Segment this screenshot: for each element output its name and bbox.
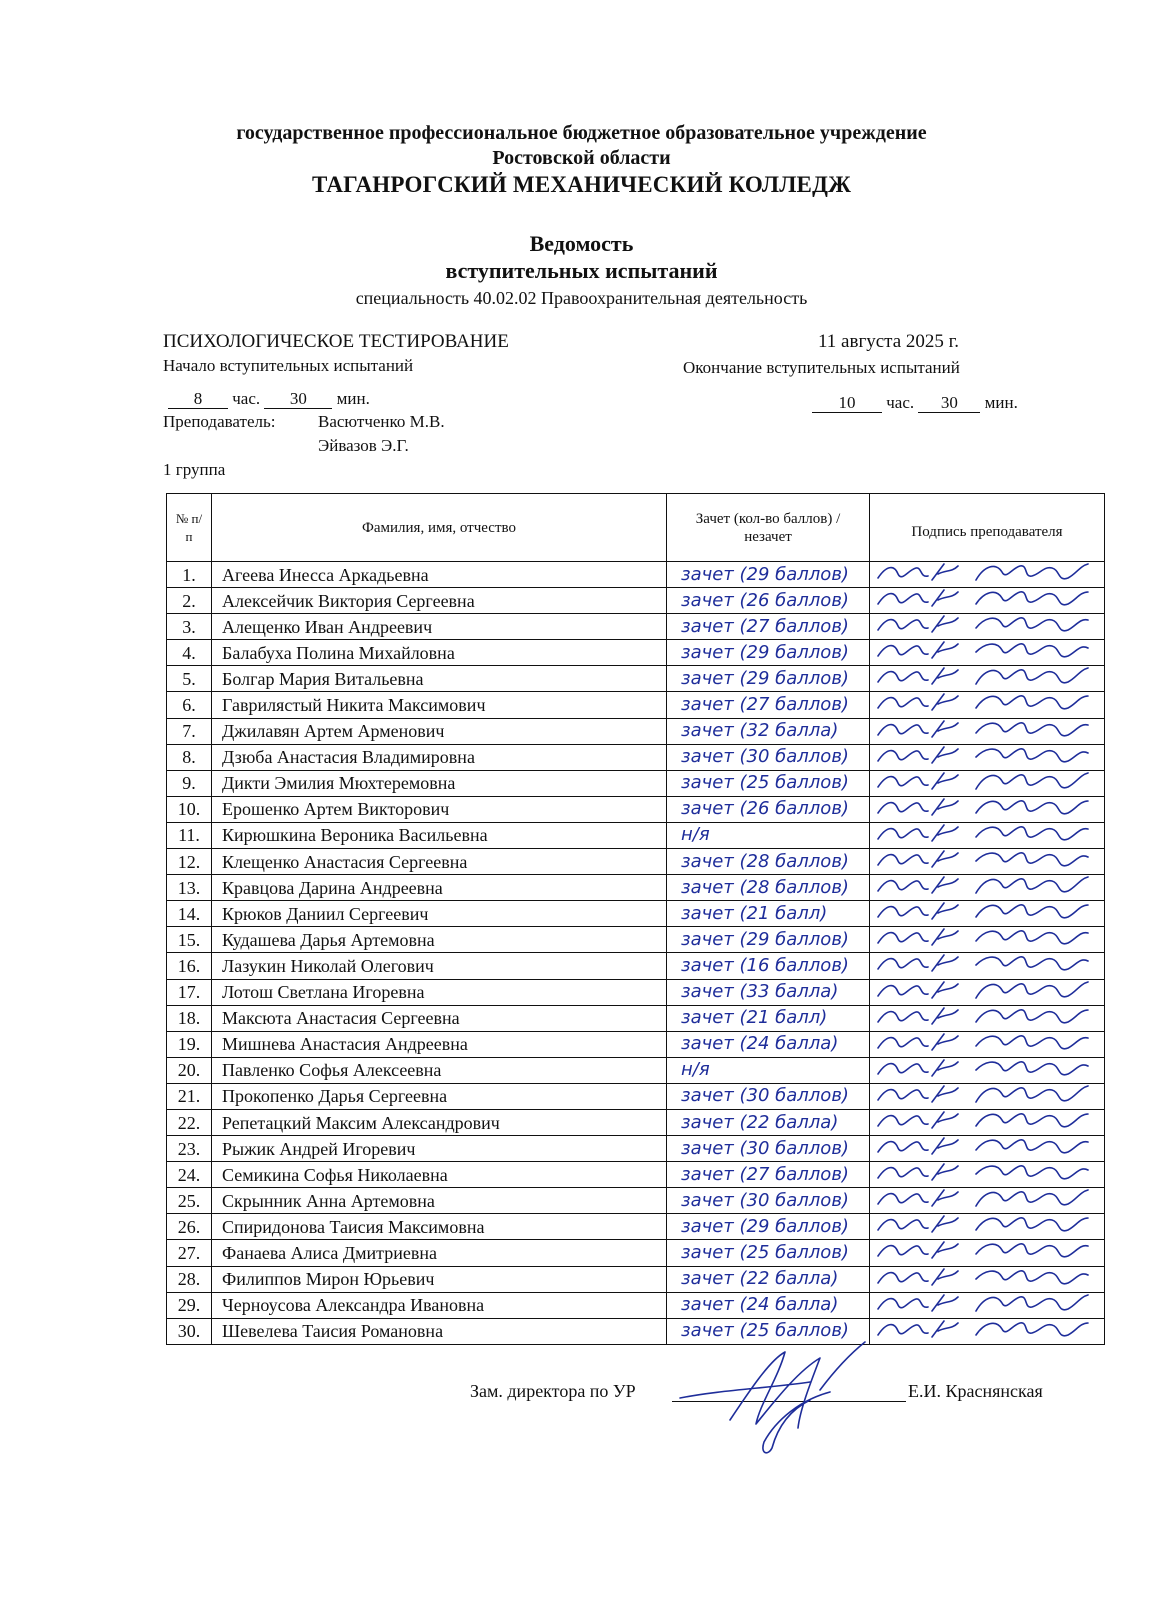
table-row	[167, 666, 1105, 692]
row-number: 1.	[167, 562, 212, 588]
row-number: 18.	[167, 1005, 212, 1031]
start-hour: 8	[168, 390, 228, 409]
table-row	[167, 692, 1105, 718]
signature-scribble	[872, 795, 1102, 821]
teacher-signature	[870, 640, 1105, 666]
teacher-signature	[870, 1136, 1105, 1162]
student-name: Джилавян Артем Арменович	[212, 718, 667, 744]
signature-scribble	[872, 847, 1102, 873]
row-number: 28.	[167, 1266, 212, 1292]
result-handwritten: зачет (27 баллов)	[667, 614, 870, 640]
row-number: 14.	[167, 901, 212, 927]
signature-scribble	[872, 873, 1102, 899]
result-handwritten: зачет (21 балл)	[667, 901, 870, 927]
hour-label: час.	[232, 389, 261, 408]
teacher-signature	[870, 1240, 1105, 1266]
result-handwritten: зачет (28 баллов)	[667, 849, 870, 875]
col-header-signature: Подпись преподавателя	[870, 494, 1105, 562]
row-number: 23.	[167, 1136, 212, 1162]
table-row	[167, 744, 1105, 770]
student-name: Семикина Софья Николаевна	[212, 1162, 667, 1188]
student-name: Кирюшкина Вероника Васильевна	[212, 822, 667, 848]
table-row	[167, 927, 1105, 953]
result-handwritten: зачет (32 балла)	[667, 718, 870, 744]
exam-date: 11 августа 2025 г.	[818, 331, 960, 352]
table-row	[167, 1031, 1105, 1057]
result-handwritten: зачет (33 балла)	[667, 979, 870, 1005]
row-number: 19.	[167, 1031, 212, 1057]
row-number: 8.	[167, 744, 212, 770]
result-handwritten: зачет (29 баллов)	[667, 666, 870, 692]
result-handwritten: зачет (29 баллов)	[667, 562, 870, 588]
teacher-signature	[870, 718, 1105, 744]
footer-position: Зам. директора по УР	[470, 1381, 636, 1401]
student-name: Мишнева Анастасия Андреевна	[212, 1031, 667, 1057]
exam-name: ПСИХОЛОГИЧЕСКОЕ ТЕСТИРОВАНИЕ	[163, 331, 509, 352]
row-number: 4.	[167, 640, 212, 666]
signature-scribble	[872, 664, 1102, 690]
row-number: 26.	[167, 1214, 212, 1240]
row-number: 3.	[167, 614, 212, 640]
student-name: Спиридонова Таисия Максимовна	[212, 1214, 667, 1240]
student-name: Клещенко Анастасия Сергеевна	[212, 849, 667, 875]
group-label: 1 группа	[163, 460, 226, 479]
row-number: 25.	[167, 1188, 212, 1214]
result-handwritten: зачет (29 баллов)	[667, 640, 870, 666]
end-minute: 30	[918, 394, 980, 413]
result-handwritten: зачет (24 балла)	[667, 1031, 870, 1057]
signature-scribble	[872, 1108, 1102, 1134]
teacher-signature	[870, 1188, 1105, 1214]
student-name: Лотош Светлана Игоревна	[212, 979, 667, 1005]
table-row	[167, 979, 1105, 1005]
table-row	[167, 614, 1105, 640]
table-row	[167, 1188, 1105, 1214]
signature-scribble	[872, 1134, 1102, 1160]
teacher-signature	[870, 1057, 1105, 1083]
row-number: 10.	[167, 796, 212, 822]
col-header-name: Фамилия, имя, отчество	[212, 494, 667, 562]
student-name: Дзюба Анастасия Владимировна	[212, 744, 667, 770]
table-row	[167, 1005, 1105, 1031]
row-number: 2.	[167, 588, 212, 614]
table-row	[167, 875, 1105, 901]
student-name: Гаврилястый Никита Максимович	[212, 692, 667, 718]
start-minute: 30	[264, 390, 332, 409]
row-number: 24.	[167, 1162, 212, 1188]
signature-scribble	[872, 612, 1102, 638]
teacher-signature	[870, 1083, 1105, 1109]
row-number: 22.	[167, 1109, 212, 1135]
result-handwritten: зачет (26 баллов)	[667, 796, 870, 822]
row-number: 6.	[167, 692, 212, 718]
student-name: Павленко Софья Алексеевна	[212, 1057, 667, 1083]
result-handwritten: зачет (30 баллов)	[667, 1083, 870, 1109]
signature-scribble	[872, 638, 1102, 664]
table-row	[167, 796, 1105, 822]
teacher-signature	[870, 1005, 1105, 1031]
table-row	[167, 1266, 1105, 1292]
student-name: Дикти Эмилия Мюхтеремовна	[212, 770, 667, 796]
row-number: 9.	[167, 770, 212, 796]
teacher-signature	[870, 770, 1105, 796]
row-number: 20.	[167, 1057, 212, 1083]
student-name: Скрынник Анна Артемовна	[212, 1188, 667, 1214]
institution-type: государственное профессиональное бюджетное образовательное учреждение	[236, 122, 927, 144]
teacher-signature	[870, 588, 1105, 614]
table-row	[167, 1318, 1105, 1344]
signature-scribble	[872, 1056, 1102, 1082]
row-number: 15.	[167, 927, 212, 953]
table-row	[167, 770, 1105, 796]
teacher-signature	[870, 822, 1105, 848]
teacher-signature	[870, 1031, 1105, 1057]
result-handwritten: зачет (21 балл)	[667, 1005, 870, 1031]
table-header-row	[167, 494, 1105, 562]
start-label: Начало вступительных испытаний	[163, 356, 414, 375]
teacher-signature	[870, 901, 1105, 927]
student-name: Алексейчик Виктория Сергеевна	[212, 588, 667, 614]
row-number: 16.	[167, 953, 212, 979]
row-number: 11.	[167, 822, 212, 848]
student-name: Максюта Анастасия Сергеевна	[212, 1005, 667, 1031]
teacher-signature	[870, 849, 1105, 875]
result-handwritten: зачет (16 баллов)	[667, 953, 870, 979]
result-handwritten: зачет (29 баллов)	[667, 1214, 870, 1240]
table-row	[167, 718, 1105, 744]
table-row	[167, 1292, 1105, 1318]
student-name: Лазукин Николай Олегович	[212, 953, 667, 979]
signature-scribble	[872, 690, 1102, 716]
result-handwritten: н/я	[667, 822, 870, 848]
teacher-label: Преподаватель:	[163, 412, 276, 431]
teacher-signature	[870, 1292, 1105, 1318]
table-row	[167, 1214, 1105, 1240]
student-name: Ерошенко Артем Викторович	[212, 796, 667, 822]
result-handwritten: зачет (25 баллов)	[667, 1240, 870, 1266]
college-name: ТАГАНРОГСКИЙ МЕХАНИЧЕСКИЙ КОЛЛЕДЖ	[311, 172, 852, 197]
student-name: Кравцова Дарина Андреевна	[212, 875, 667, 901]
signature-scribble	[872, 1317, 1102, 1343]
table-row	[167, 1057, 1105, 1083]
student-name: Шевелева Таисия Романовна	[212, 1318, 667, 1344]
signature-scribble	[872, 978, 1102, 1004]
student-name: Крюков Даниил Сергеевич	[212, 901, 667, 927]
table-row	[167, 1083, 1105, 1109]
signature-scribble	[872, 899, 1102, 925]
minute-label: мин.	[336, 389, 370, 408]
row-number: 29.	[167, 1292, 212, 1318]
table-row	[167, 1136, 1105, 1162]
signature-scribble	[872, 1160, 1102, 1186]
teacher-signature	[870, 979, 1105, 1005]
result-handwritten: зачет (25 баллов)	[667, 770, 870, 796]
result-handwritten: зачет (22 балла)	[667, 1109, 870, 1135]
teacher-signature	[870, 953, 1105, 979]
results-table	[166, 493, 1105, 1345]
signature-scribble	[872, 1082, 1102, 1108]
teacher-signature	[870, 1318, 1105, 1344]
row-number: 21.	[167, 1083, 212, 1109]
table-row	[167, 562, 1105, 588]
row-number: 17.	[167, 979, 212, 1005]
result-handwritten: зачет (24 балла)	[667, 1292, 870, 1318]
signature-scribble	[872, 951, 1102, 977]
specialty: специальность 40.02.02 Правоохранительная деятельность	[355, 288, 808, 308]
teacher-signature	[870, 927, 1105, 953]
teacher-signature	[870, 744, 1105, 770]
table-row	[167, 953, 1105, 979]
signature-scribble	[872, 586, 1102, 612]
teacher-2: Эйвазов Э.Г.	[318, 436, 409, 455]
col-header-result: Зачет (кол-во баллов) / незачет	[667, 494, 870, 562]
teacher-signature	[870, 1266, 1105, 1292]
student-name: Алещенко Иван Андреевич	[212, 614, 667, 640]
row-number: 7.	[167, 718, 212, 744]
teacher-signature	[870, 562, 1105, 588]
signature-scribble	[872, 821, 1102, 847]
student-name: Балабуха Полина Михайловна	[212, 640, 667, 666]
teacher-signature	[870, 1214, 1105, 1240]
row-number: 12.	[167, 849, 212, 875]
result-handwritten: зачет (28 баллов)	[667, 875, 870, 901]
table-row	[167, 849, 1105, 875]
table-row	[167, 901, 1105, 927]
institution-region: Ростовской области	[492, 147, 671, 169]
row-number: 5.	[167, 666, 212, 692]
table-row	[167, 640, 1105, 666]
signature-scribble	[872, 769, 1102, 795]
hour-label: час.	[886, 393, 915, 412]
result-handwritten: зачет (25 баллов)	[667, 1318, 870, 1344]
signature-scribble	[872, 1238, 1102, 1264]
teacher-signature	[870, 1162, 1105, 1188]
footer-signer: Е.И. Краснянская	[908, 1381, 1043, 1401]
signature-scribble	[872, 1212, 1102, 1238]
student-name: Агеева Инесса Аркадьевна	[212, 562, 667, 588]
student-name: Филиппов Мирон Юрьевич	[212, 1266, 667, 1292]
result-handwritten: зачет (30 баллов)	[667, 1136, 870, 1162]
document-title: Ведомость	[529, 231, 634, 256]
director-signature	[660, 1330, 900, 1460]
teacher-signature	[870, 1109, 1105, 1135]
teacher-signature	[870, 692, 1105, 718]
result-handwritten: зачет (29 баллов)	[667, 927, 870, 953]
row-number: 30.	[167, 1318, 212, 1344]
row-number: 13.	[167, 875, 212, 901]
table-row	[167, 1109, 1105, 1135]
student-name: Черноусова Александра Ивановна	[212, 1292, 667, 1318]
teacher-signature	[870, 666, 1105, 692]
result-handwritten: зачет (30 баллов)	[667, 1188, 870, 1214]
result-handwritten: зачет (26 баллов)	[667, 588, 870, 614]
table-row	[167, 1162, 1105, 1188]
table-row	[167, 1240, 1105, 1266]
signature-scribble	[872, 560, 1102, 586]
student-name: Болгар Мария Витальевна	[212, 666, 667, 692]
student-name: Репетацкий Максим Александрович	[212, 1109, 667, 1135]
result-handwritten: зачет (27 баллов)	[667, 1162, 870, 1188]
document-subtitle: вступительных испытаний	[445, 258, 718, 283]
student-name: Рыжик Андрей Игоревич	[212, 1136, 667, 1162]
result-handwritten: н/я	[667, 1057, 870, 1083]
teacher-signature	[870, 614, 1105, 640]
end-label: Окончание вступительных испытаний	[683, 358, 960, 377]
row-number: 27.	[167, 1240, 212, 1266]
student-name: Фанаева Алиса Дмитриевна	[212, 1240, 667, 1266]
signature-scribble	[872, 743, 1102, 769]
signature-scribble	[872, 1265, 1102, 1291]
signature-scribble	[872, 1291, 1102, 1317]
end-time	[812, 393, 1018, 413]
student-name: Кудашева Дарья Артемовна	[212, 927, 667, 953]
minute-label: мин.	[984, 393, 1018, 412]
signature-scribble	[872, 717, 1102, 743]
end-hour: 10	[812, 394, 882, 413]
start-time	[168, 389, 370, 409]
teacher-1: Васютченко М.В.	[318, 412, 445, 431]
signature-scribble	[872, 1186, 1102, 1212]
table-row	[167, 588, 1105, 614]
result-handwritten: зачет (27 баллов)	[667, 692, 870, 718]
col-header-num: № п/п	[167, 494, 212, 562]
signature-scribble	[872, 1030, 1102, 1056]
teacher-signature	[870, 875, 1105, 901]
teacher-signature	[870, 796, 1105, 822]
signature-scribble	[872, 1004, 1102, 1030]
signature-scribble	[872, 925, 1102, 951]
result-handwritten: зачет (22 балла)	[667, 1266, 870, 1292]
table-row	[167, 822, 1105, 848]
student-name: Прокопенко Дарья Сергеевна	[212, 1083, 667, 1109]
result-handwritten: зачет (30 баллов)	[667, 744, 870, 770]
